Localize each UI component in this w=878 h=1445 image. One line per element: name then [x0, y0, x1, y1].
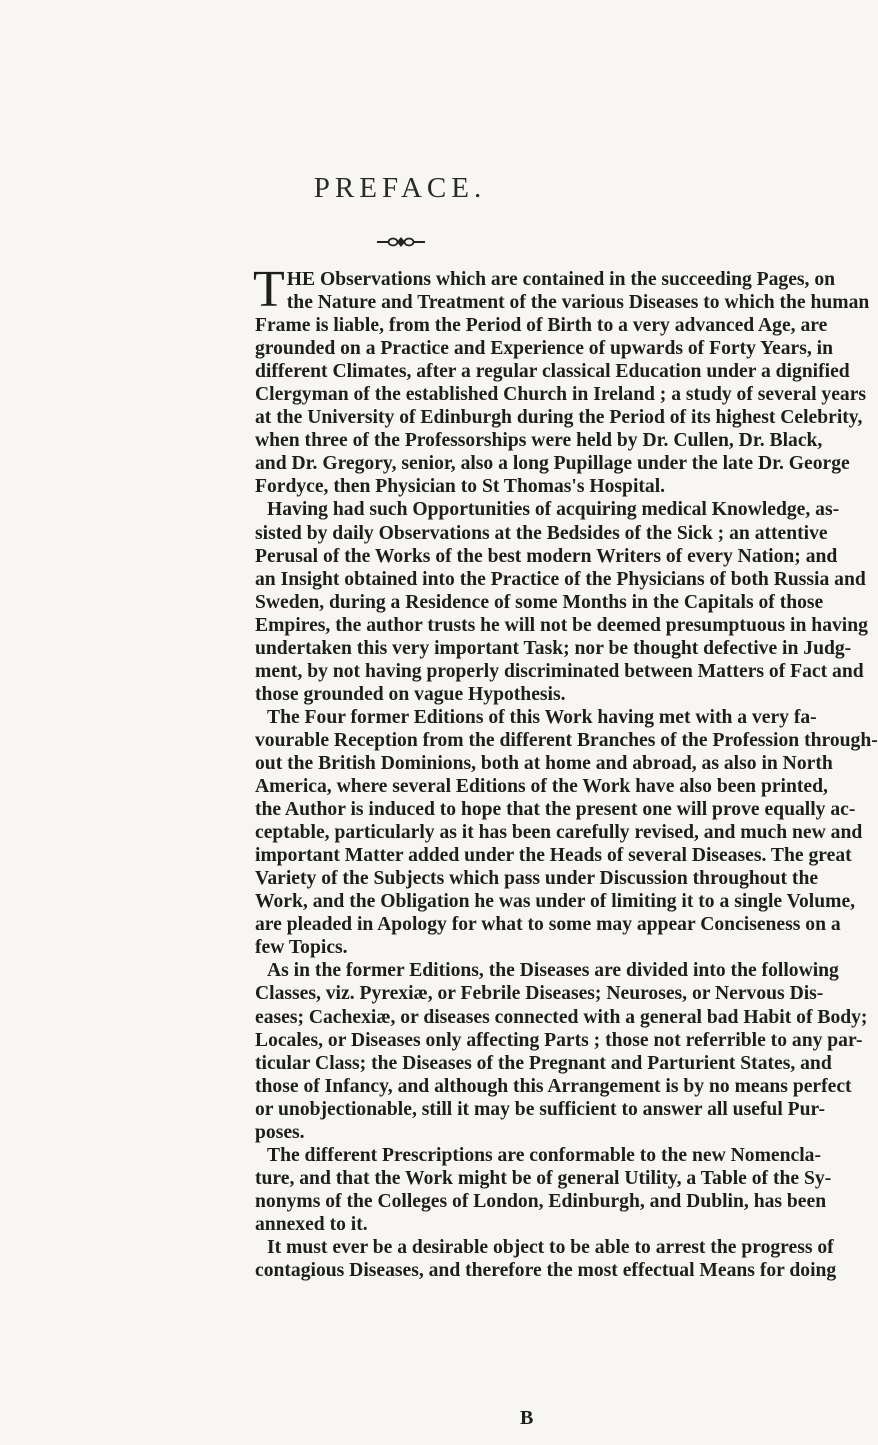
- text-line: are pleaded in Apology for what to some may appear Conciseness on a: [255, 914, 841, 936]
- text-line: and Dr. Gregory, senior, also a long Pupillage under the late Dr. George: [255, 453, 850, 475]
- text-line: Work, and the Obligation he was under of limiting it to a single Volume,: [255, 891, 856, 913]
- page-title: PREFACE.: [313, 172, 487, 204]
- text-line: Perusal of the Works of the best modern Writers of every Nation; and: [255, 545, 838, 567]
- text-line: Clergyman of the established Church in Ireland ; a study of several years: [255, 384, 867, 406]
- text-line: Empires, the author trusts he will not be deemed presumptuous in having: [255, 614, 868, 636]
- text-line: ceptable, particularly as it has been carefully revised, and much new and: [255, 822, 863, 844]
- text-line: the Nature and Treatment of the various Diseases to which the human: [286, 292, 870, 314]
- body-text: [253, 261, 878, 1282]
- text-line: contagious Diseases, and therefore the most effectual Means for doing: [255, 1260, 837, 1282]
- text-line: Variety of the Subjects which pass under Discussion throughout the: [255, 868, 819, 890]
- text-line: or unobjectionable, still it may be sufficient to answer all useful Pur-: [255, 1098, 826, 1120]
- text-line: ment, by not having properly discriminated between Matters of Fact and: [255, 660, 864, 682]
- text-line: important Matter added under the Heads of several Diseases. The great: [255, 845, 852, 867]
- text-line: different Climates, after a regular classical Education under a dignified: [255, 361, 850, 383]
- text-line: Classes, viz. Pyrexiæ, or Febrile Diseases; Neuroses, or Nervous Dis-: [255, 983, 824, 1005]
- signature-mark: B: [520, 1407, 534, 1429]
- text-line: when three of the Professorships were held by Dr. Cullen, Dr. Black,: [255, 430, 823, 452]
- text-line: annexed to it.: [255, 1213, 368, 1235]
- dash-diamond-ornament-icon: [377, 236, 425, 248]
- text-line: grounded on a Practice and Experience of upwards of Forty Years, in: [255, 338, 833, 360]
- text-line: HE Observations which are contained in the succeeding Pages, on: [286, 269, 836, 290]
- text-line: undertaken this very important Task; nor be thought defective in Judg-: [255, 637, 852, 659]
- drop-cap: T: [253, 261, 285, 318]
- text-line: The Four former Editions of this Work having met with a very fa-: [267, 706, 817, 728]
- text-line: It must ever be a desirable object to be able to arrest the progress of: [267, 1236, 834, 1258]
- text-line: Frame is liable, from the Period of Birth to a very advanced Age, are: [255, 315, 828, 337]
- text-line: at the University of Edinburgh during the Period of its highest Celebrity,: [255, 407, 863, 429]
- text-line: Locales, or Diseases only affecting Parts ; those not referrible to any par-: [255, 1029, 863, 1051]
- text-line: few Topics.: [255, 937, 348, 959]
- text-line: nonyms of the Colleges of London, Edinburgh, and Dublin, has been: [255, 1190, 827, 1212]
- text-line: those grounded on vague Hypothesis.: [255, 683, 566, 705]
- text-line: ticular Class; the Diseases of the Pregnant and Parturient States, and: [255, 1052, 832, 1074]
- text-line: sisted by daily Observations at the Bedsides of the Sick ; an attentive: [255, 522, 828, 544]
- text-line: poses.: [255, 1121, 305, 1143]
- text-line: America, where several Editions of the Work have also been printed,: [255, 776, 828, 798]
- text-line: eases; Cachexiæ, or diseases connected with a general bad Habit of Body;: [255, 1006, 868, 1028]
- text-line: vourable Reception from the different Branches of the Profession through-: [255, 729, 878, 751]
- text-line: As in the former Editions, the Diseases are divided into the following: [267, 960, 839, 982]
- text-line: an Insight obtained into the Practice of the Physicians of both Russia and: [255, 568, 866, 590]
- text-line: The different Prescriptions are conformable to the new Nomencla-: [267, 1144, 821, 1166]
- text-line: the Author is induced to hope that the present one will prove equally ac-: [255, 799, 856, 821]
- text-line: Having had such Opportunities of acquiring medical Knowledge, as-: [267, 499, 840, 521]
- text-line: ture, and that the Work might be of general Utility, a Table of the Sy-: [255, 1167, 832, 1189]
- text-line: Sweden, during a Residence of some Months in the Capitals of those: [255, 591, 824, 613]
- text-line: out the British Dominions, both at home and abroad, as also in North: [255, 752, 833, 774]
- text-line: those of Infancy, and although this Arrangement is by no means perfect: [255, 1075, 852, 1097]
- text-line: Fordyce, then Physician to St Thomas's Hospital.: [255, 476, 666, 498]
